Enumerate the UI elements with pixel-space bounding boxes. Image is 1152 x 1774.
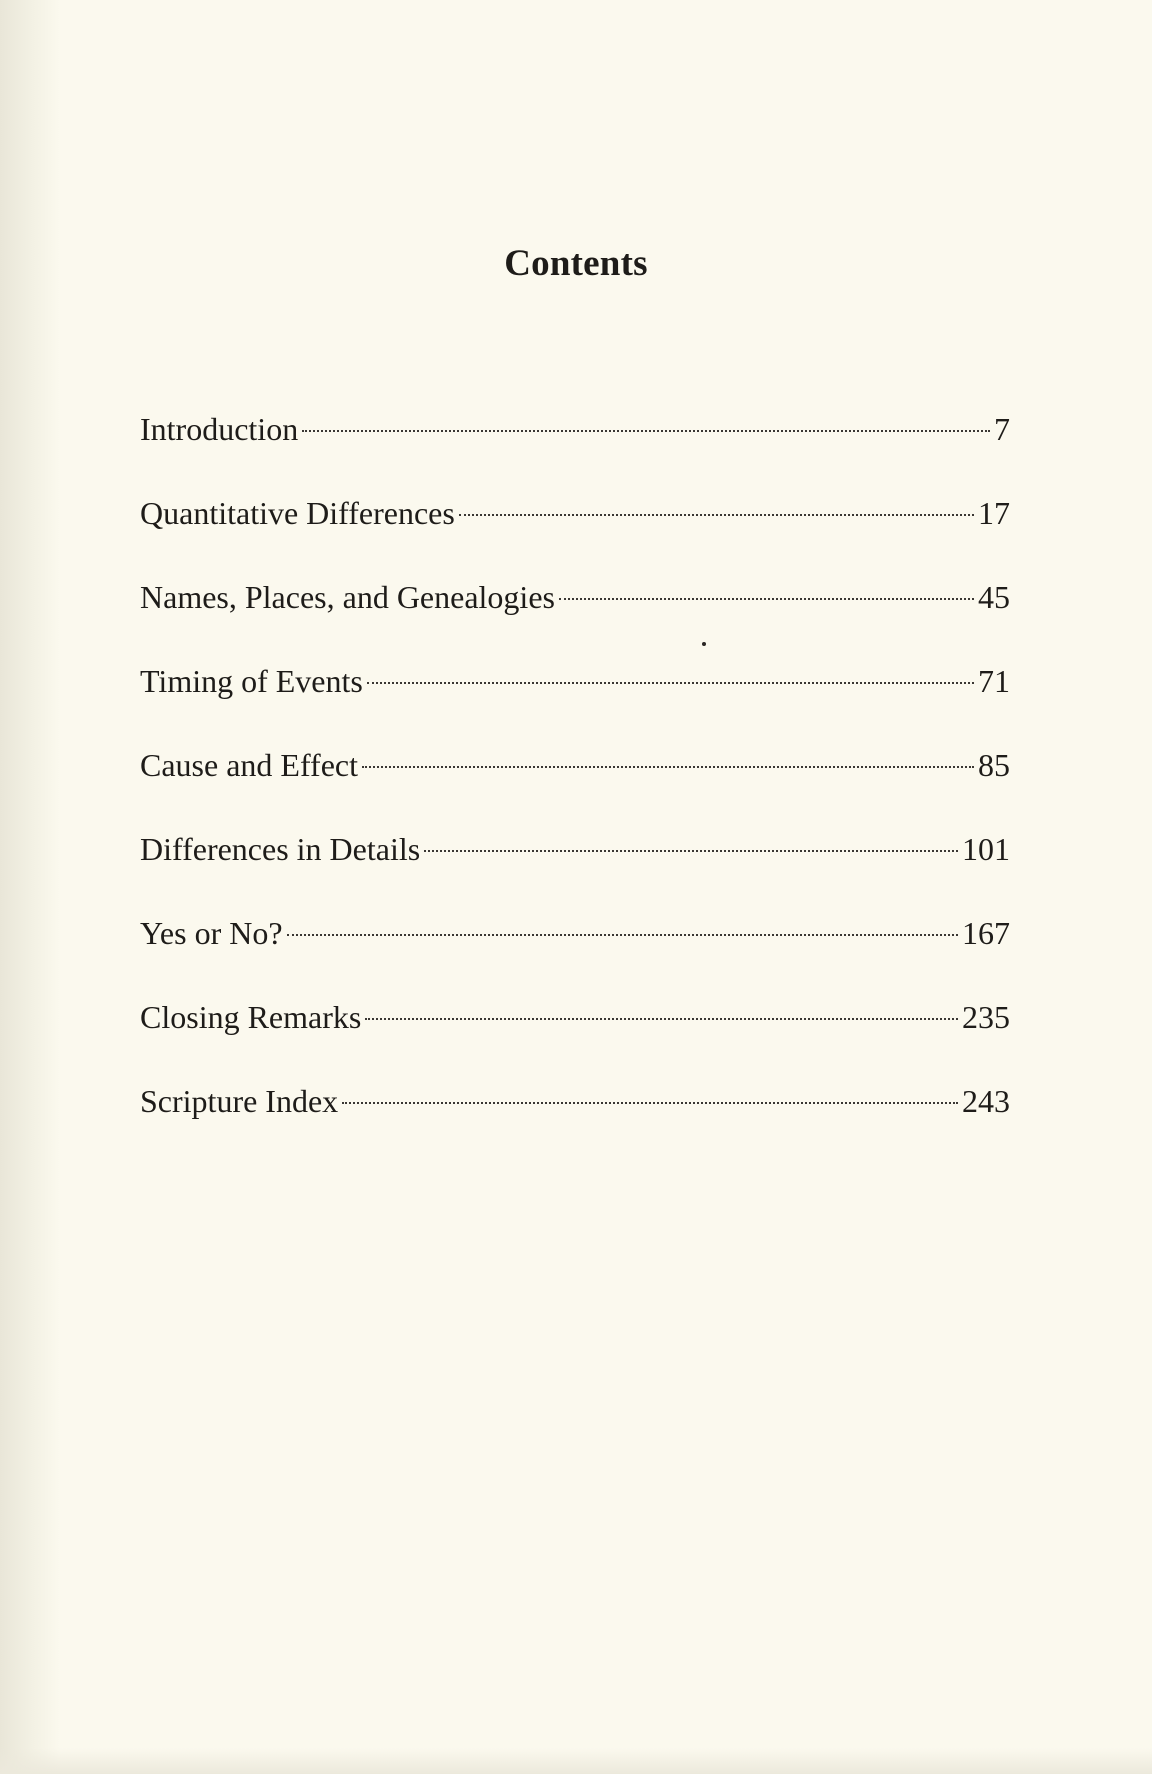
dot-leader: [342, 1102, 958, 1104]
toc-entry-label: Closing Remarks: [140, 999, 362, 1035]
dot-leader: [365, 1018, 958, 1020]
toc-entry-closing-remarks[interactable]: [140, 997, 1010, 1081]
dot-leader: [302, 430, 990, 432]
toc-entry-cause-and-effect[interactable]: [140, 745, 1010, 829]
toc-entry-introduction[interactable]: [140, 409, 1010, 493]
toc-entry-names-places-genealogies[interactable]: [140, 577, 1010, 661]
toc-entry-page-number: 101: [962, 831, 1010, 867]
toc-entry-yes-or-no[interactable]: [140, 913, 1010, 997]
toc-entry-differences-in-details[interactable]: [140, 829, 1010, 913]
toc-entry-page-number: 45: [978, 579, 1010, 615]
dot-leader: [459, 514, 974, 516]
toc-entry-page-number: 85: [978, 747, 1010, 783]
page-bottom-shadow: [0, 1748, 1152, 1774]
toc-entry-label: Timing of Events: [140, 663, 363, 699]
dot-leader: [559, 598, 974, 600]
dot-leader: [362, 766, 974, 768]
print-speck: [702, 642, 706, 646]
toc-entry-scripture-index[interactable]: [140, 1081, 1010, 1165]
toc-entry-page-number: 17: [978, 495, 1010, 531]
toc-entry-page-number: 7: [994, 411, 1010, 447]
toc-entry-label: Yes or No?: [140, 915, 283, 951]
toc-entry-label: Cause and Effect: [140, 747, 358, 783]
toc-entry-quantitative-differences[interactable]: [140, 493, 1010, 577]
toc-entry-label: Introduction: [140, 411, 299, 447]
toc-entry-page-number: 167: [962, 915, 1010, 951]
toc-entry-label: Names, Places, and Genealogies: [140, 579, 555, 615]
contents-title: Contents: [504, 243, 648, 284]
toc-entry-page-number: 71: [978, 663, 1010, 699]
table-of-contents: [140, 409, 1010, 1165]
toc-entry-label: Scripture Index: [140, 1083, 339, 1119]
dot-leader: [424, 850, 958, 852]
toc-entry-label: Differences in Details: [140, 831, 421, 867]
dot-leader: [367, 682, 974, 684]
toc-entry-page-number: 235: [962, 999, 1010, 1035]
toc-entry-timing-of-events[interactable]: [140, 661, 1010, 745]
dot-leader: [287, 934, 958, 936]
toc-entry-page-number: 243: [962, 1083, 1010, 1119]
toc-entry-label: Quantitative Differences: [140, 495, 455, 531]
